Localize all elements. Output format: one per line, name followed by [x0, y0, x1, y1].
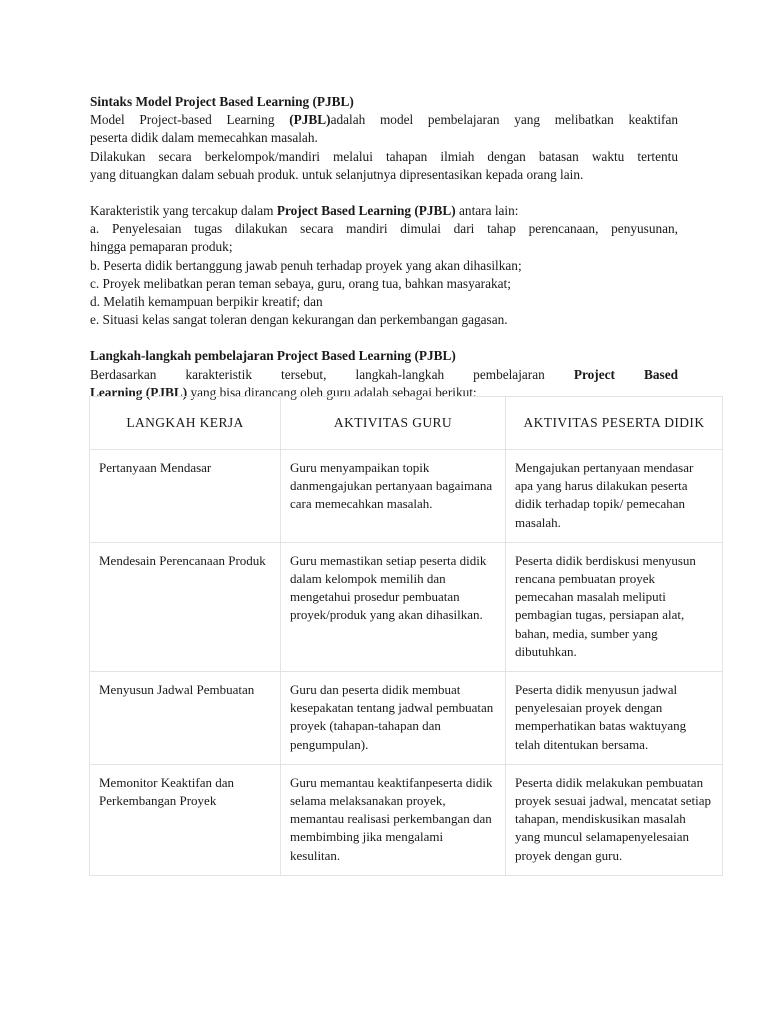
- characteristic-b: b. Peserta didik bertanggung jawab penuh terhadap proyek yang akan dihasilkan;: [90, 257, 522, 273]
- cell-teacher-activity: Guru dan peserta didik membuat kesepakatan tentang jadwal pembuatan proyek (tahapan-tahapan dan pengumpulan).: [281, 672, 506, 765]
- table-row: [90, 542, 723, 671]
- table-row: [90, 450, 723, 543]
- header-aktivitas-guru: AKTIVITAS GURU: [281, 397, 506, 450]
- steps-intro-line-1: Berdasarkan karakteristik tersebut, langkah-langkah pembelajaran Project Based: [90, 366, 678, 382]
- characteristic-a-line-1: a. Penyelesaian tugas dilakukan secara mandiri dimulai dari tahap perencanaan, penyusunan,: [90, 221, 678, 237]
- cell-student-activity: Peserta didik menyusun jadwal penyelesaian proyek dengan memperhatikan batas waktuyang telah ditentukan bersama.: [506, 672, 723, 765]
- cell-step: Pertanyaan Mendasar: [90, 450, 281, 543]
- intro-line-1: Model Project-based Learning (PJBL)adalah model pembelajaran yang melibatkan keaktifan: [90, 112, 678, 128]
- table-row: [90, 672, 723, 765]
- characteristic-a-line-2: hingga pemaparan produk;: [90, 239, 233, 255]
- intro-line-4: yang dituangkan dalam sebuah produk. untuk selanjutnya dipresentasikan kepada orang lain.: [90, 166, 584, 182]
- heading-sintaks: Sintaks Model Project Based Learning (PJBL): [90, 94, 354, 109]
- characteristics-lead: Karakteristik yang tercakup dalam Project Based Learning (PJBL) antara lain:: [90, 203, 519, 219]
- characteristic-c: c. Proyek melibatkan peran teman sebaya, guru, orang tua, bahkan masyarakat;: [90, 275, 511, 291]
- table-header-row: [90, 397, 723, 450]
- characteristic-e: e. Situasi kelas sangat toleran dengan kekurangan dan perkembangan gagasan.: [90, 312, 508, 328]
- heading-langkah: Langkah-langkah pembelajaran Project Based Learning (PJBL): [90, 348, 456, 364]
- steps-intro-line-2: Learning (PJBL) yang bisa dirancang oleh guru adalah sebagai berikut:: [90, 384, 477, 400]
- cell-step: Memonitor Keaktifan dan Perkembangan Proyek: [90, 764, 281, 875]
- cell-step: Mendesain Perencanaan Produk: [90, 542, 281, 671]
- cell-student-activity: Mengajukan pertanyaan mendasar apa yang harus dilakukan peserta didik terhadap topik/ pemecahan masalah.: [506, 450, 723, 543]
- steps-table: [89, 396, 723, 876]
- cell-student-activity: Peserta didik berdiskusi menyusun rencana pembuatan proyek pemecahan masalah meliputi pembagian tugas, persiapan alat, bahan, media, sumber yang dibutuhkan.: [506, 542, 723, 671]
- header-langkah-kerja: LANGKAH KERJA: [90, 397, 281, 450]
- intro-line-2: peserta didik dalam memecahkan masalah.: [90, 130, 318, 146]
- cell-teacher-activity: Guru menyampaikan topik danmengajukan pertanyaan bagaimana cara memecahkan masalah.: [281, 450, 506, 543]
- document-body: [90, 93, 678, 402]
- table-row: [90, 764, 723, 875]
- cell-teacher-activity: Guru memastikan setiap peserta didik dalam kelompok memilih dan mengetahui prosedur pembuatan proyek/produk yang akan dihasilkan.: [281, 542, 506, 671]
- cell-step: Menyusun Jadwal Pembuatan: [90, 672, 281, 765]
- cell-teacher-activity: Guru memantau keaktifanpeserta didik selama melaksanakan proyek, memantau realisasi perkembangan dan membimbing jika mengalami kesulitan.: [281, 764, 506, 875]
- characteristic-d: d. Melatih kemampuan berpikir kreatif; dan: [90, 294, 323, 310]
- header-aktivitas-peserta-didik: AKTIVITAS PESERTA DIDIK: [506, 397, 723, 450]
- cell-student-activity: Peserta didik melakukan pembuatan proyek sesuai jadwal, mencatat setiap tahapan, mendiskusikan masalah yang muncul selamapenyelesaian proyek dengan guru.: [506, 764, 723, 875]
- intro-line-3: Dilakukan secara berkelompok/mandiri melalui tahapan ilmiah dengan batasan waktu tertentu: [90, 148, 678, 164]
